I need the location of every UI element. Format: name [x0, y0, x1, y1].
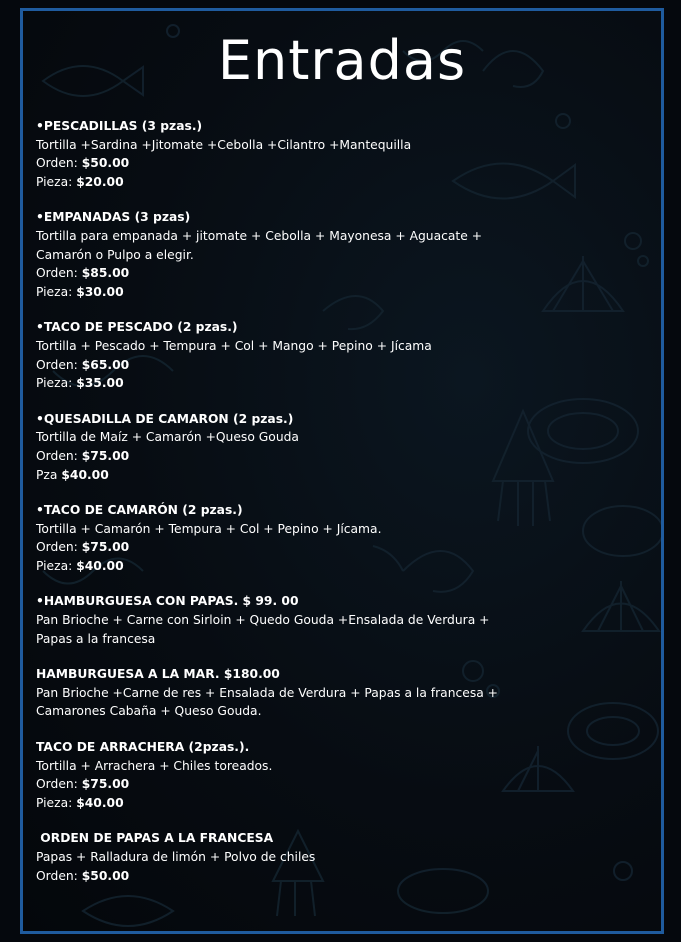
price-value: $50.00	[81, 868, 130, 883]
price-value: $50.00	[81, 156, 130, 171]
item-description: Tortilla + Camarón + Tempura + Col + Pepino + Jícama.	[36, 521, 382, 536]
item-description: Papas + Ralladura de limón + Polvo de chiles	[36, 850, 316, 864]
item-name: •QUESADILLA DE CAMARON (2 pzas.)	[36, 411, 294, 426]
item-price-line	[36, 154, 646, 173]
menu-item	[36, 738, 646, 812]
item-name: HAMBURGUESA A LA MAR. $180.00	[36, 667, 280, 682]
price-label: Orden:	[36, 540, 78, 555]
price-value: $65.00	[81, 357, 130, 372]
item-description: Tortilla + Pescado + Tempura + Col + Mango + Pepino + Jícama	[36, 338, 432, 353]
price-value: $20.00	[76, 174, 124, 189]
item-name: ORDEN DE PAPAS A LA FRANCESA	[36, 831, 274, 846]
item-description: Tortilla +Sardina +Jitomate +Cebolla +Cilantro +Mantequilla	[36, 137, 412, 152]
menu-item	[36, 318, 646, 392]
menu-item	[36, 501, 646, 575]
item-price-line	[36, 356, 646, 375]
item-price-line	[36, 447, 646, 466]
page-title: Entradas	[217, 29, 467, 92]
item-description: Pan Brioche +Carne de res + Ensalada de Verdura + Papas a la francesa +	[36, 685, 498, 700]
price-label: Pieza:	[36, 795, 73, 810]
item-price-line	[36, 173, 646, 192]
item-price-line	[36, 538, 646, 557]
price-value: $40.00	[76, 795, 124, 810]
item-name: •HAMBURGUESA CON PAPAS. $ 99. 00	[36, 594, 299, 609]
price-label: Orden:	[36, 777, 78, 792]
item-name: •TACO DE CAMARÓN (2 pzas.)	[36, 503, 243, 518]
item-price-line	[36, 775, 646, 794]
item-description: Papas a la francesa	[36, 631, 156, 646]
menu-item	[36, 117, 646, 191]
item-description: Tortilla de Maíz + Camarón +Queso Gouda	[36, 430, 299, 445]
price-label: Pieza:	[36, 376, 73, 391]
menu-list	[36, 117, 646, 902]
item-price-line	[36, 867, 646, 886]
item-price-line	[36, 466, 646, 485]
price-value: $75.00	[81, 540, 130, 555]
item-name: •PESCADILLAS (3 pzas.)	[36, 119, 203, 133]
item-price-line	[36, 374, 646, 393]
item-name: TACO DE ARRACHERA (2pzas.).	[36, 740, 250, 755]
menu-item	[36, 665, 646, 721]
price-label: Orden:	[36, 266, 78, 281]
price-label: Orden:	[36, 448, 78, 463]
price-value: $30.00	[76, 284, 124, 299]
price-label: Pieza:	[36, 174, 73, 189]
price-label: Pza	[36, 467, 58, 482]
item-description: Camarones Cabaña + Queso Gouda.	[36, 704, 262, 719]
item-price-line	[36, 283, 646, 302]
item-description: Pan Brioche + Carne con Sirloin + Quedo Gouda +Ensalada de Verdura +	[36, 613, 490, 628]
price-value: $75.00	[81, 448, 130, 463]
item-name: •TACO DE PESCADO (2 pzas.)	[36, 320, 238, 335]
item-price-line	[36, 557, 646, 576]
price-value: $35.00	[76, 376, 124, 391]
menu-item	[36, 592, 646, 648]
price-label: Pieza:	[36, 558, 73, 573]
price-value: $75.00	[81, 777, 130, 792]
price-label: Orden:	[36, 357, 78, 372]
price-value: $40.00	[76, 558, 124, 573]
price-label: Pieza:	[36, 284, 73, 299]
item-price-line	[36, 264, 646, 283]
item-name: •EMPANADAS (3 pzas)	[36, 210, 191, 225]
item-description: Tortilla + Arrachera + Chiles toreados.	[36, 758, 273, 773]
price-value: $85.00	[81, 266, 130, 281]
menu-item	[36, 208, 646, 301]
menu-item	[36, 829, 646, 885]
price-label: Orden:	[36, 868, 78, 883]
item-price-line	[36, 794, 646, 813]
price-value: $40.00	[61, 467, 109, 482]
item-description: Tortilla para empanada + jitomate + Cebolla + Mayonesa + Aguacate +	[36, 228, 483, 243]
menu-frame	[20, 8, 664, 934]
menu-item	[36, 410, 646, 484]
item-description: Camarón o Pulpo a elegir.	[36, 247, 194, 262]
price-label: Orden:	[36, 156, 78, 171]
